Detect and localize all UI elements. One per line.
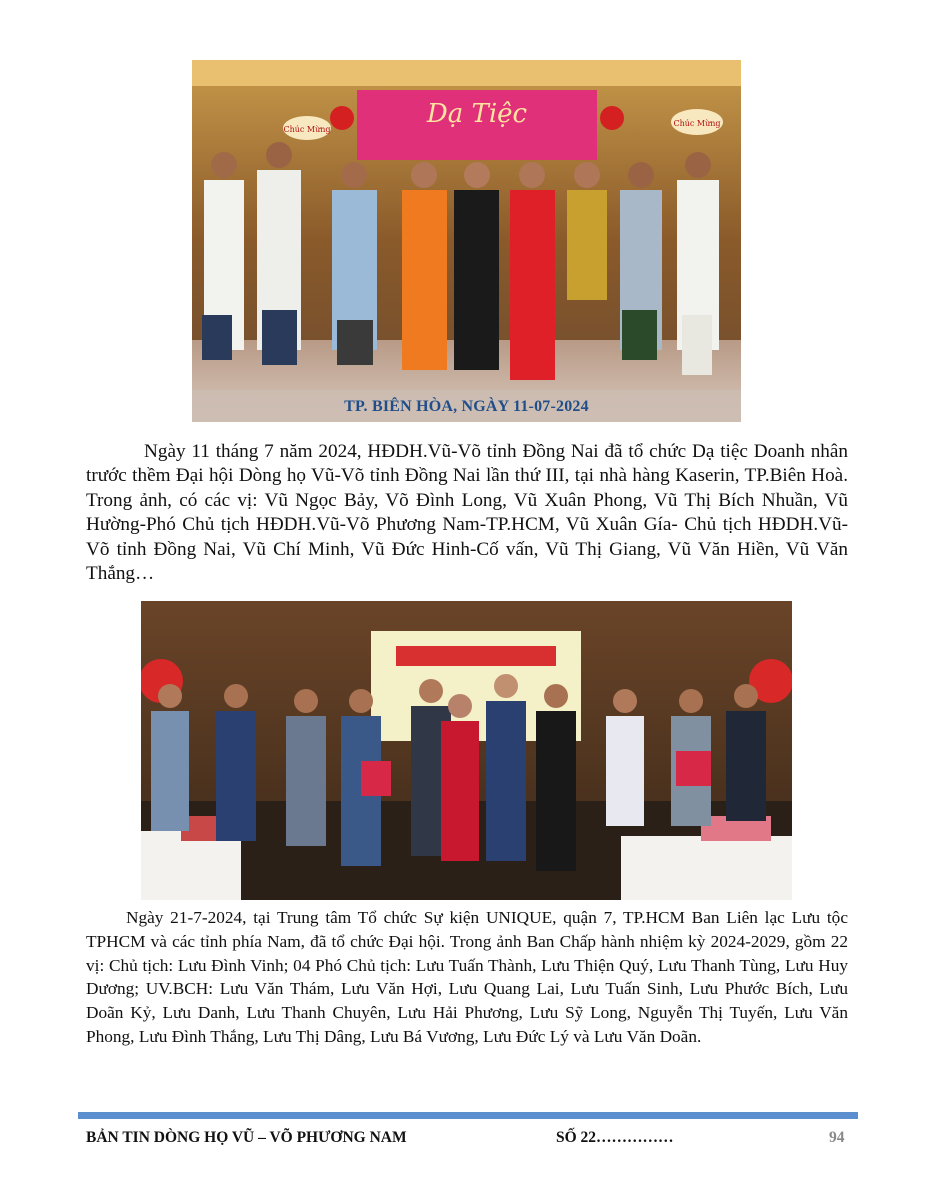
paragraph-bien-hoa-banquet: Ngày 11 tháng 7 năm 2024, HĐDH.Vũ-Võ tỉnh Đồng Nai đã tổ chức Dạ tiệc Doanh nhân trước thềm Đại hội Dòng họ Vũ-Võ tỉnh Đồng Nai lần thứ III, tại nhà hàng Kaserin, TP.Biên Hoà. Trong ảnh, có các vị: Vũ Ngọc Bảy, Võ Đình Long, Vũ Xuân Phong, Vũ Thị Bích Nhuần, Vũ Hường-Phó Chủ tịch HĐDH.Vũ-Võ Phương Nam-TP.HCM, Vũ Xuân Gía- Chủ tịch HĐDH.Vũ-Võ tỉnh Đồng Nai, Vũ Chí Minh, Vũ Đức Hinh-Cố vấn, Vũ Thị Giang, Vũ Văn Hiền, Vũ Văn Thắng… xyxy=(86,441,848,585)
banner-text: Dạ Tiệc xyxy=(426,99,528,129)
group-photo-bien-hoa xyxy=(192,60,741,422)
footer-rule xyxy=(78,1112,858,1119)
group-photo-luu-toc-illustration xyxy=(141,601,792,900)
stand-text-left: Chúc Mừng xyxy=(283,125,331,134)
photo-date-caption: TP. BIÊN HÒA, NGÀY 11-07-2024 xyxy=(344,398,589,415)
group-photo-bien-hoa-illustration xyxy=(192,60,741,422)
paragraph-luu-toc-congress: Ngày 21-7-2024, tại Trung tâm Tổ chức Sự kiện UNIQUE, quận 7, TP.HCM Ban Liên lạc Lưu tộc TPHCM và các tỉnh phía Nam, đã tổ chức Đại hội. Trong ảnh Ban Chấp hành nhiệm kỳ 2024-2029, gồm 22 vị: Chủ tịch: Lưu Đình Vinh; 04 Phó Chủ tịch: Lưu Tuấn Thành, Lưu Thiện Quý, Lưu Thanh Tùng, Lưu Huy Dương; UV.BCH: Lưu Văn Thám, Lưu Văn Hợi, Lưu Quang Lai, Lưu Tuấn Sinh, Lưu Phước Bích, Lưu Doãn Kỷ, Lưu Danh, Lưu Thanh Chuyên, Lưu Hải Phương, Lưu Sỹ Long, Nguyễn Thị Tuyến, Lưu Văn Phong, Lưu Đình Thắng, Lưu Thị Dâng, Lưu Bá Vương, Lưu Đức Lý và Lưu Văn Doãn. xyxy=(86,908,848,1046)
footer-publication-title: BẢN TIN DÒNG HỌ VŨ – VÕ PHƯƠNG NAM xyxy=(86,1129,407,1146)
stand-text-right: Chúc Mừng xyxy=(673,119,721,128)
group-photo-luu-toc-congress xyxy=(141,601,792,900)
footer-issue-number: SỐ 22…………… xyxy=(556,1129,674,1146)
page-number: 94 xyxy=(829,1129,845,1146)
